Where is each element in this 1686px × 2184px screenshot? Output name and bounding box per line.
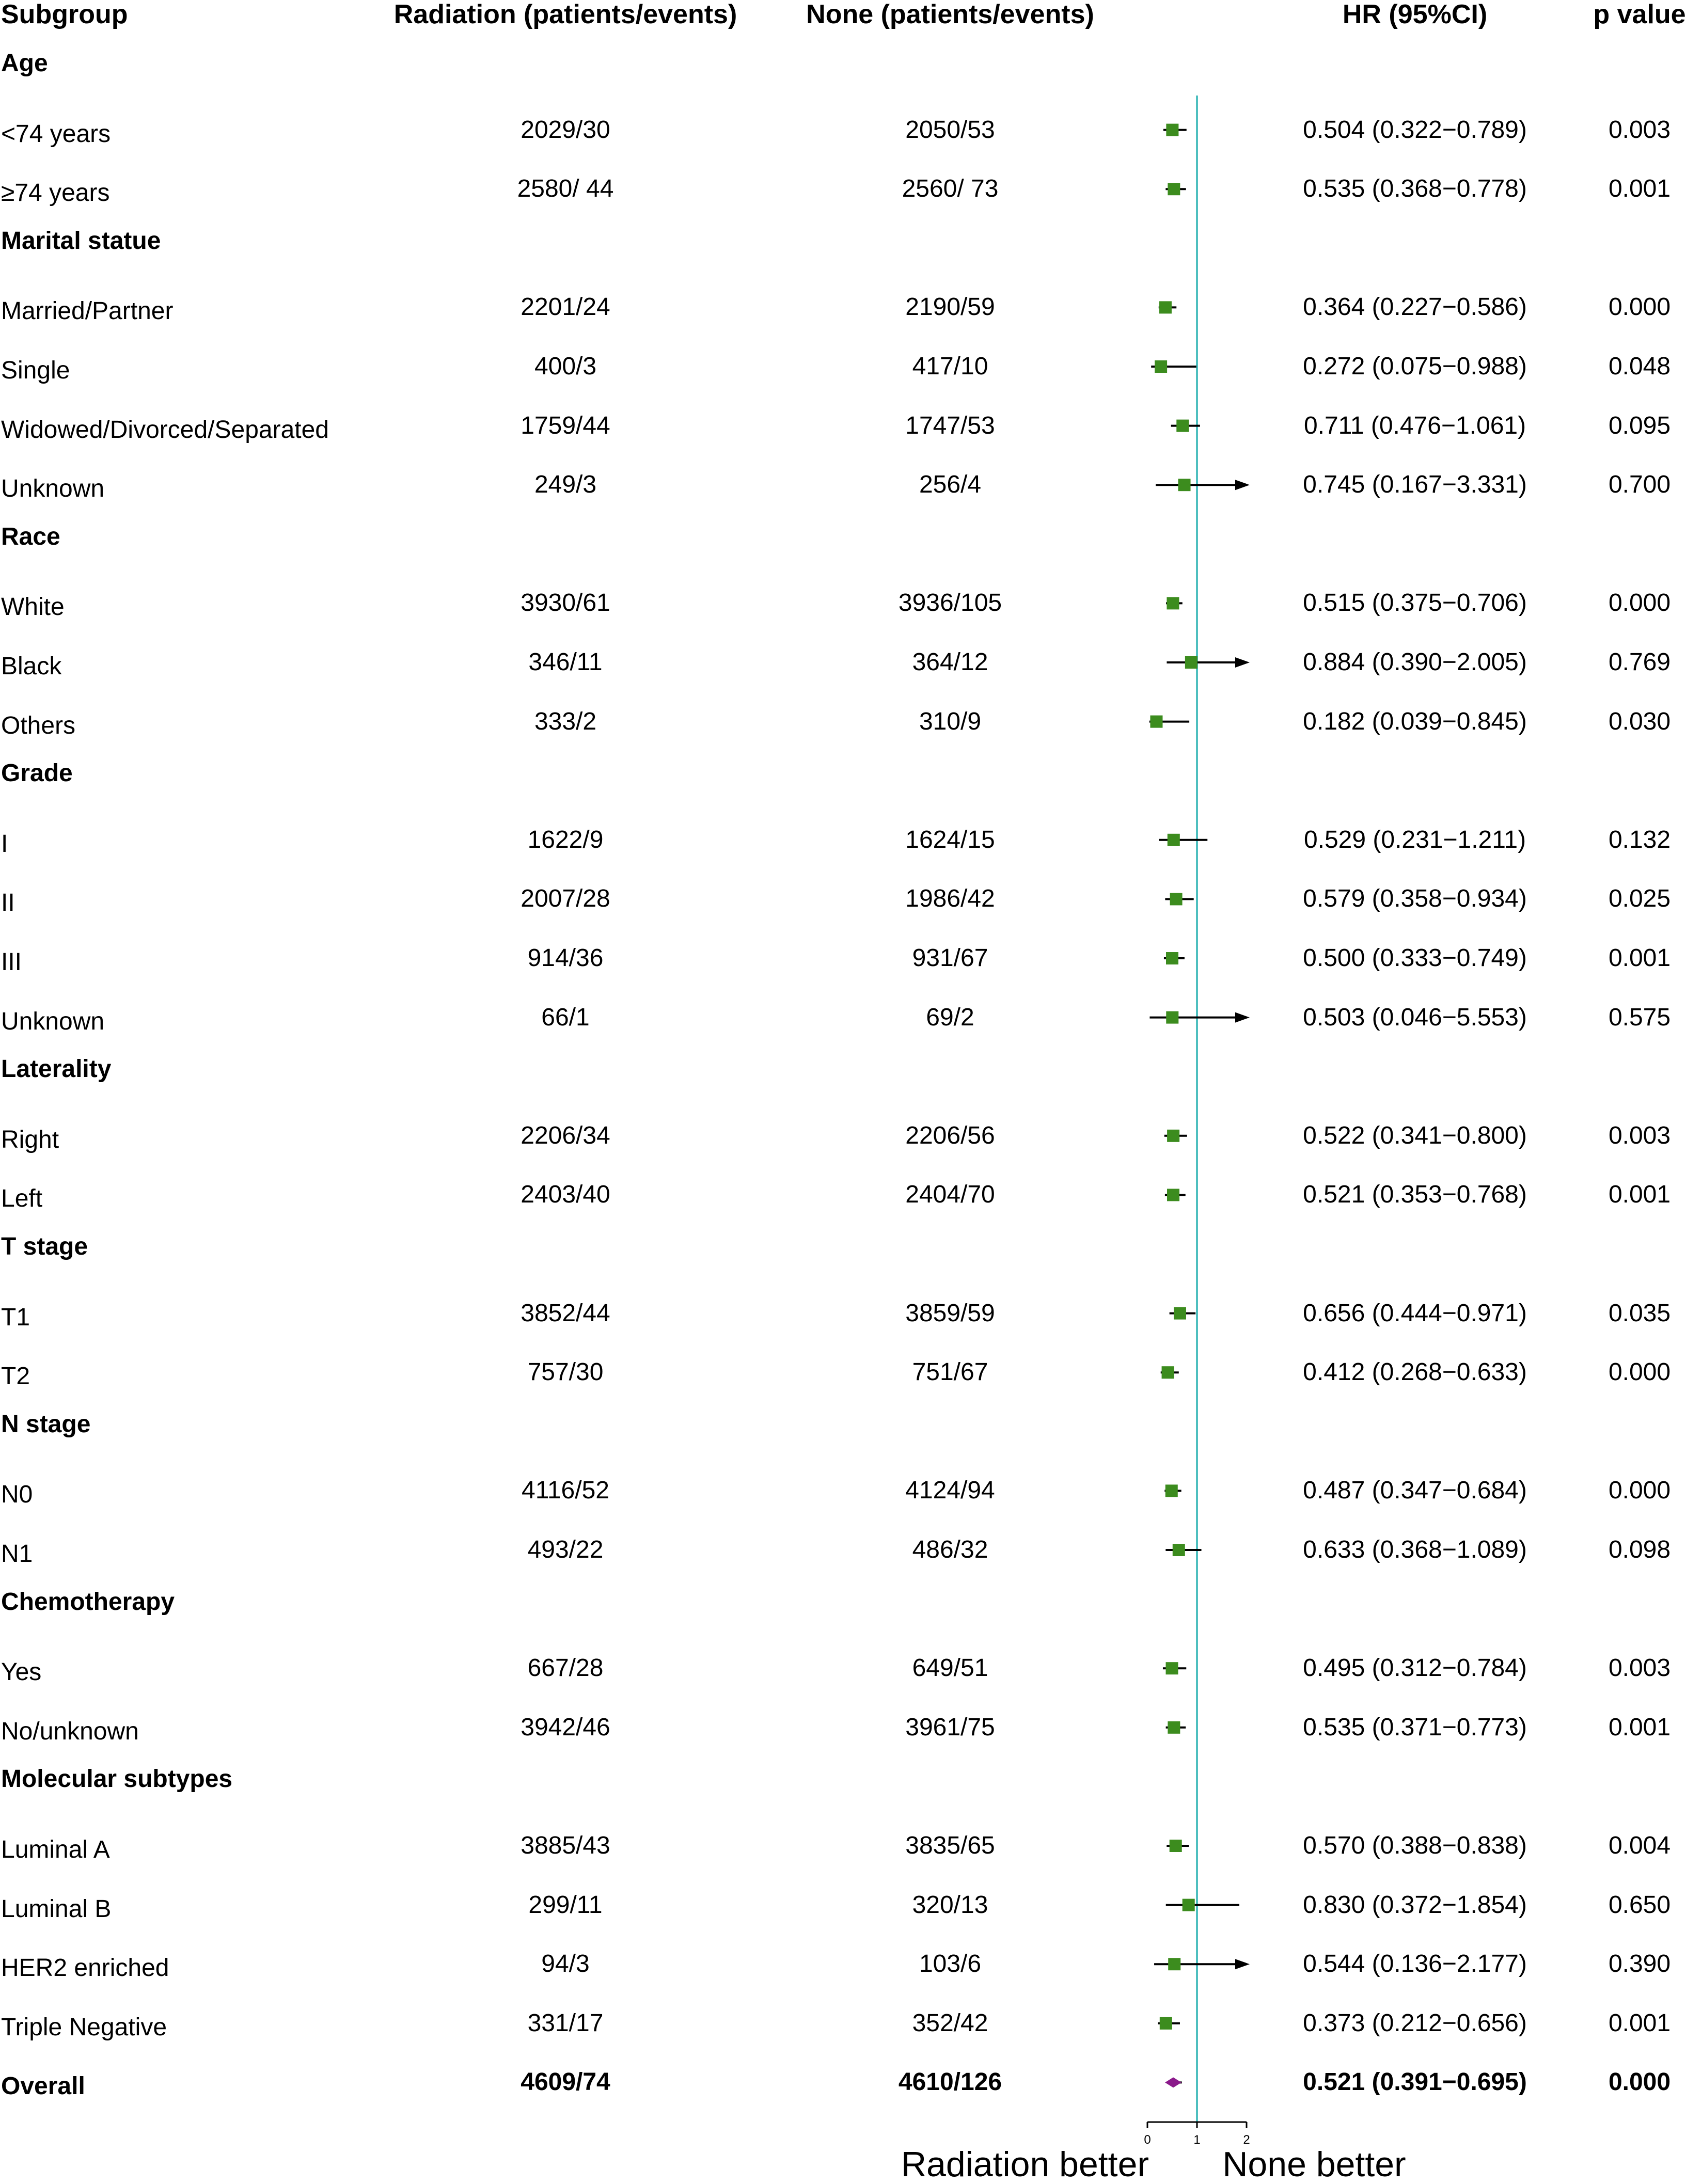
p-value: 0.001 xyxy=(1608,1713,1671,1741)
hr-point xyxy=(1167,1189,1179,1201)
radiation-count: 2403/40 xyxy=(521,1181,610,1209)
subgroup-label: Single xyxy=(1,357,70,384)
radiation-count: 66/1 xyxy=(541,1003,590,1031)
none-count: 3835/65 xyxy=(905,1832,995,1859)
subgroup-label: Left xyxy=(1,1185,43,1213)
hr-ci-text: 0.412 (0.268−0.633) xyxy=(1303,1358,1527,1386)
none-count: 649/51 xyxy=(912,1654,988,1682)
header-p-value: p value xyxy=(1593,0,1686,29)
header-subgroup: Subgroup xyxy=(1,0,128,29)
p-value: 0.000 xyxy=(1608,293,1671,321)
none-count: 103/6 xyxy=(919,1950,982,1978)
p-value: 0.000 xyxy=(1608,589,1671,617)
hr-point xyxy=(1173,1544,1185,1556)
hr-ci-text: 0.504 (0.322−0.789) xyxy=(1303,116,1527,144)
none-count: 417/10 xyxy=(912,353,988,380)
p-value: 0.030 xyxy=(1608,707,1671,735)
none-count: 2404/70 xyxy=(905,1181,995,1209)
radiation-count: 1622/9 xyxy=(527,826,604,853)
radiation-count: 249/3 xyxy=(534,471,597,499)
none-count: 1986/42 xyxy=(905,885,995,913)
subgroup-label: Luminal A xyxy=(1,1836,110,1863)
overall-diamond xyxy=(1165,2077,1181,2087)
subgroup-label: T1 xyxy=(1,1303,30,1331)
hr-point xyxy=(1168,183,1180,195)
hr-ci-text: 0.364 (0.227−0.586) xyxy=(1303,293,1527,321)
hr-ci-text: 0.495 (0.312−0.784) xyxy=(1303,1654,1527,1682)
hr-point xyxy=(1166,1662,1178,1674)
hr-ci-text: 0.830 (0.372−1.854) xyxy=(1303,1891,1527,1919)
subgroup-label: Black xyxy=(1,653,62,680)
hr-ci-text: 0.884 (0.390−2.005) xyxy=(1303,648,1527,676)
ci-arrow-head xyxy=(1235,657,1250,668)
subgroup-label: Luminal B xyxy=(1,1895,112,1923)
subgroup-label: White xyxy=(1,593,65,621)
none-count: 310/9 xyxy=(919,707,982,735)
group-label: N stage xyxy=(1,1410,91,1438)
hr-ci-text: 0.633 (0.368−1.089) xyxy=(1303,1536,1527,1563)
none-count: 3859/59 xyxy=(905,1299,995,1327)
hr-point xyxy=(1168,1958,1180,1970)
hr-point xyxy=(1176,420,1189,432)
radiation-count: 1759/44 xyxy=(521,412,610,439)
subgroup-label: No/unknown xyxy=(1,1717,139,1745)
subgroup-label: T2 xyxy=(1,1363,30,1390)
subgroup-label: <74 years xyxy=(1,120,111,148)
radiation-count: 667/28 xyxy=(527,1654,604,1682)
hr-ci-text: 0.535 (0.371−0.773) xyxy=(1303,1713,1527,1741)
x-tick-label: 1 xyxy=(1193,2133,1201,2147)
hr-ci-text: 0.503 (0.046−5.553) xyxy=(1303,1003,1527,1031)
hr-point xyxy=(1170,893,1183,905)
p-value: 0.003 xyxy=(1608,116,1671,144)
radiation-count: 2580/ 44 xyxy=(517,175,614,203)
none-count: 2206/56 xyxy=(905,1121,995,1149)
radiation-count: 299/11 xyxy=(528,1891,603,1919)
hr-ci-text: 0.500 (0.333−0.749) xyxy=(1303,944,1527,972)
hr-point xyxy=(1150,716,1162,728)
radiation-count: 331/17 xyxy=(527,2009,604,2037)
p-value: 0.001 xyxy=(1608,175,1671,203)
p-value: 0.001 xyxy=(1608,1181,1671,1209)
hr-point xyxy=(1162,1366,1174,1379)
none-count: 2190/59 xyxy=(905,293,995,321)
subgroup-label: N1 xyxy=(1,1540,33,1568)
x-tick-label: 0 xyxy=(1144,2133,1151,2147)
radiation-count: 3852/44 xyxy=(521,1299,610,1327)
hr-ci-text: 0.579 (0.358−0.934) xyxy=(1303,885,1527,913)
caption-none-better: None better xyxy=(1222,2145,1406,2184)
hr-point xyxy=(1167,597,1179,609)
hr-point xyxy=(1166,952,1178,964)
header-radiation: Radiation (patients/events) xyxy=(393,0,737,29)
p-value: 0.095 xyxy=(1608,412,1671,439)
subgroup-label: ≥74 years xyxy=(1,179,110,207)
radiation-count: 3885/43 xyxy=(521,1832,610,1859)
radiation-count: 4609/74 xyxy=(521,2068,610,2096)
p-value: 0.001 xyxy=(1608,2009,1671,2037)
subgroup-label: Unknown xyxy=(1,475,105,503)
group-label: Molecular subtypes xyxy=(1,1765,233,1793)
header-hr: HR (95%CI) xyxy=(1342,0,1488,29)
subgroup-label: III xyxy=(1,948,22,976)
radiation-count: 2206/34 xyxy=(521,1121,610,1149)
ci-arrow-head xyxy=(1235,1012,1250,1023)
hr-ci-text: 0.535 (0.368−0.778) xyxy=(1303,175,1527,203)
hr-point xyxy=(1167,1130,1179,1142)
p-value: 0.000 xyxy=(1608,2068,1671,2096)
hr-ci-text: 0.522 (0.341−0.800) xyxy=(1303,1121,1527,1149)
hr-point xyxy=(1159,301,1172,313)
radiation-count: 2029/30 xyxy=(521,116,610,144)
p-value: 0.003 xyxy=(1608,1654,1671,1682)
hr-point xyxy=(1160,2017,1172,2030)
p-value: 0.000 xyxy=(1608,1477,1671,1505)
hr-point xyxy=(1170,1840,1182,1852)
hr-ci-text: 0.570 (0.388−0.838) xyxy=(1303,1832,1527,1859)
radiation-count: 493/22 xyxy=(527,1536,604,1563)
hr-point xyxy=(1168,1721,1180,1734)
p-value: 0.132 xyxy=(1608,826,1671,853)
none-count: 4610/126 xyxy=(898,2068,1002,2096)
subgroup-label: Right xyxy=(1,1126,59,1153)
p-value: 0.048 xyxy=(1608,353,1671,380)
radiation-count: 2007/28 xyxy=(521,885,610,913)
none-count: 486/32 xyxy=(912,1536,988,1563)
hr-point xyxy=(1168,834,1180,846)
radiation-count: 3930/61 xyxy=(521,589,610,617)
radiation-count: 757/30 xyxy=(527,1358,604,1386)
subgroup-label: II xyxy=(1,889,15,917)
radiation-count: 4116/52 xyxy=(522,1477,609,1505)
none-count: 69/2 xyxy=(926,1003,974,1031)
subgroup-label: Married/Partner xyxy=(1,297,174,325)
radiation-count: 94/3 xyxy=(541,1950,590,1978)
group-label: Laterality xyxy=(1,1055,112,1083)
group-label: Chemotherapy xyxy=(1,1588,175,1616)
group-label: T stage xyxy=(1,1233,88,1260)
p-value: 0.035 xyxy=(1608,1299,1671,1327)
subgroup-label: N0 xyxy=(1,1481,33,1509)
none-count: 931/67 xyxy=(912,944,988,972)
hr-point xyxy=(1166,1011,1178,1024)
hr-point xyxy=(1178,479,1191,491)
hr-point xyxy=(1174,1307,1186,1320)
radiation-count: 333/2 xyxy=(534,707,597,735)
hr-point xyxy=(1185,656,1197,669)
hr-point xyxy=(1183,1899,1195,1911)
overall-label: Overall xyxy=(1,2072,85,2100)
none-count: 4124/94 xyxy=(905,1477,995,1505)
none-count: 3961/75 xyxy=(905,1713,995,1741)
caption-radiation-better: Radiation better xyxy=(901,2145,1149,2184)
ci-arrow-head xyxy=(1235,1959,1250,1969)
subgroup-label: Others xyxy=(1,711,76,739)
p-value: 0.003 xyxy=(1608,1121,1671,1149)
hr-point xyxy=(1166,124,1178,136)
radiation-count: 3942/46 xyxy=(521,1713,610,1741)
hr-ci-text: 0.521 (0.391−0.695) xyxy=(1303,2068,1527,2096)
header-none: None (patients/events) xyxy=(806,0,1094,29)
hr-ci-text: 0.515 (0.375−0.706) xyxy=(1303,589,1527,617)
p-value: 0.000 xyxy=(1608,1358,1671,1386)
none-count: 320/13 xyxy=(912,1891,988,1919)
hr-ci-text: 0.544 (0.136−2.177) xyxy=(1303,1950,1527,1978)
p-value: 0.650 xyxy=(1608,1891,1671,1919)
hr-ci-text: 0.745 (0.167−3.331) xyxy=(1303,471,1527,499)
hr-point xyxy=(1165,1484,1178,1497)
radiation-count: 400/3 xyxy=(534,353,597,380)
none-count: 364/12 xyxy=(912,648,988,676)
group-label: Grade xyxy=(1,759,73,787)
none-count: 2050/53 xyxy=(905,116,995,144)
p-value: 0.004 xyxy=(1608,1832,1671,1859)
hr-ci-text: 0.529 (0.231−1.211) xyxy=(1303,826,1526,853)
x-tick-label: 2 xyxy=(1243,2133,1250,2147)
subgroup-label: Yes xyxy=(1,1658,42,1686)
hr-ci-text: 0.272 (0.075−0.988) xyxy=(1303,353,1527,380)
hr-ci-text: 0.182 (0.039−0.845) xyxy=(1303,707,1527,735)
none-count: 352/42 xyxy=(912,2009,988,2037)
none-count: 256/4 xyxy=(919,471,982,499)
p-value: 0.098 xyxy=(1608,1536,1671,1563)
hr-ci-text: 0.656 (0.444−0.971) xyxy=(1303,1299,1527,1327)
p-value: 0.575 xyxy=(1608,1003,1671,1031)
p-value: 0.001 xyxy=(1608,944,1671,972)
radiation-count: 914/36 xyxy=(527,944,604,972)
subgroup-label: Unknown xyxy=(1,1007,105,1035)
p-value: 0.769 xyxy=(1608,648,1671,676)
subgroup-label: Widowed/Divorced/Separated xyxy=(1,416,329,444)
p-value: 0.700 xyxy=(1608,471,1671,499)
hr-ci-text: 0.711 (0.476−1.061) xyxy=(1303,412,1526,439)
hr-ci-text: 0.487 (0.347−0.684) xyxy=(1303,1477,1527,1505)
radiation-count: 346/11 xyxy=(528,648,603,676)
none-count: 751/67 xyxy=(912,1358,988,1386)
none-count: 1624/15 xyxy=(905,826,995,853)
hr-ci-text: 0.521 (0.353−0.768) xyxy=(1303,1181,1527,1209)
group-label: Marital statue xyxy=(1,227,161,255)
subgroup-label: HER2 enriched xyxy=(1,1954,169,1982)
none-count: 1747/53 xyxy=(905,412,995,439)
radiation-count: 2201/24 xyxy=(521,293,610,321)
hr-ci-text: 0.373 (0.212−0.656) xyxy=(1303,2009,1527,2037)
none-count: 2560/ 73 xyxy=(902,175,999,203)
ci-arrow-head xyxy=(1235,480,1250,490)
group-label: Race xyxy=(1,523,60,550)
group-label: Age xyxy=(1,50,48,77)
subgroup-label: I xyxy=(1,830,8,858)
subgroup-label: Triple Negative xyxy=(1,2013,167,2041)
hr-point xyxy=(1155,360,1167,373)
none-count: 3936/105 xyxy=(898,589,1002,617)
p-value: 0.390 xyxy=(1608,1950,1671,1978)
p-value: 0.025 xyxy=(1608,885,1671,913)
